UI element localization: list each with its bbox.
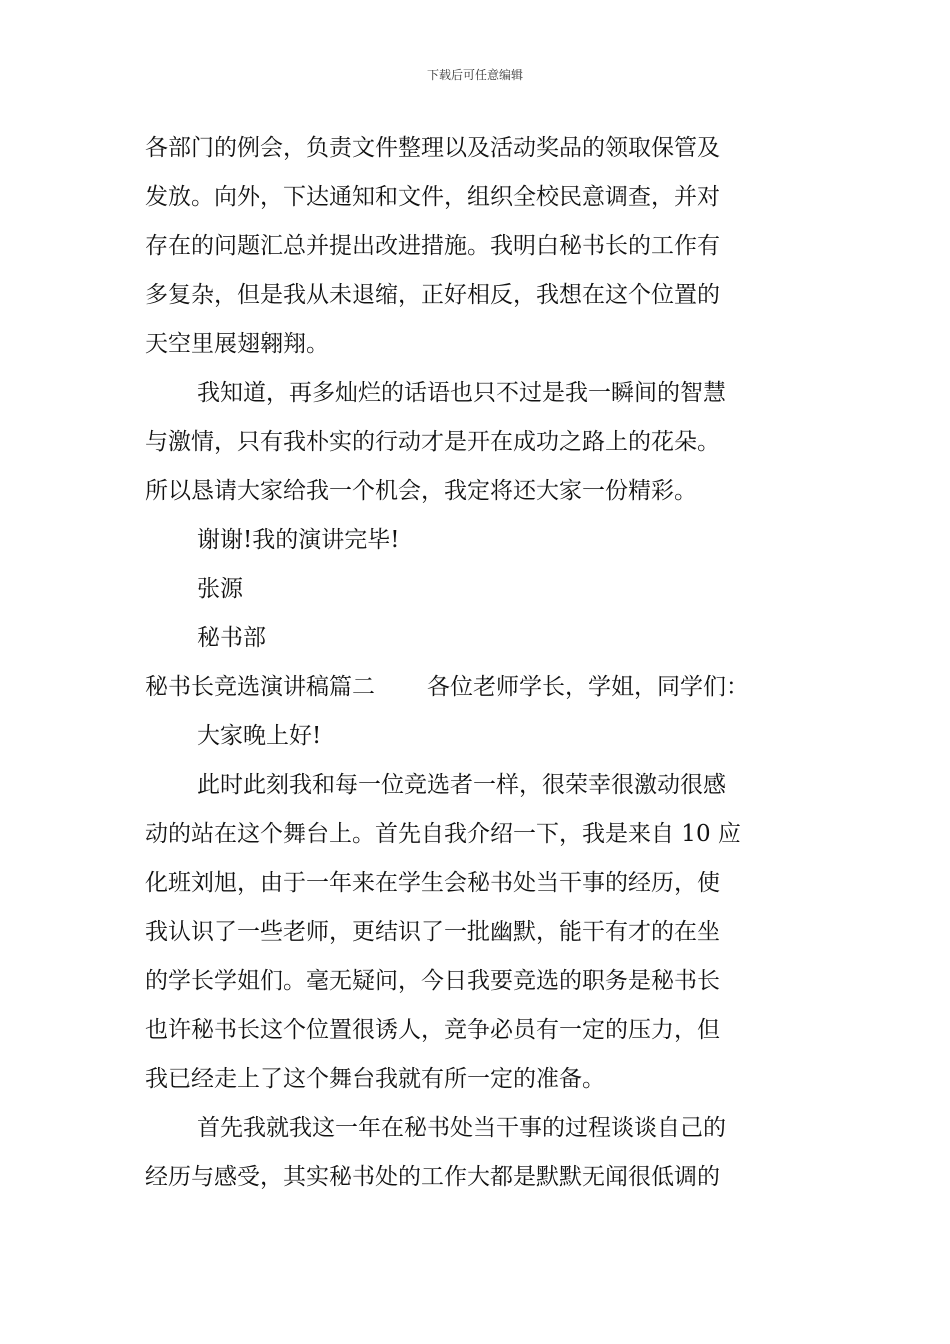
page-header-note: 下载后可任意编辑 [426, 68, 523, 82]
text-line: 与激情，只有我朴实的行动才是开在成功之路上的花朵。 [145, 429, 720, 455]
closing-thanks: 谢谢!我的演讲完毕! [197, 527, 400, 553]
document-body [145, 124, 815, 1202]
text-line: 化班刘旭，由于一年来在学生会秘书处当干事的经历，使 [145, 870, 720, 896]
text-line: 多复杂，但是我从未退缩，正好相反，我想在这个位置的 [145, 282, 720, 308]
text-line: 各部门的例会，负责文件整理以及活动奖品的领取保管及 [145, 135, 720, 161]
paragraph-first-line: 此时此刻我和每一位竞选者一样，很荣幸很激动很感 [197, 772, 726, 798]
salutation: 各位老师学长，学姐，同学们： [427, 674, 749, 700]
text-line: 的学长学姐们。毫无疑问，今日我要竞选的职务是秘书长 [145, 968, 720, 994]
text-line: 经历与感受，其实秘书处的工作大都是默默无闻很低调的 [145, 1164, 720, 1190]
text-line: 我已经走上了这个舞台我就有所一定的准备。 [145, 1066, 605, 1092]
section-title: 秘书长竞选演讲稿篇二 [145, 674, 375, 700]
paragraph-first-line: 首先我就我这一年在秘书处当干事的过程谈谈自己的 [197, 1115, 726, 1141]
text-line: 存在的问题汇总并提出改进措施。我明白秘书长的工作有 [145, 233, 720, 259]
signature-department: 秘书部 [197, 625, 266, 651]
text-line: 我认识了一些老师，更结识了一批幽默，能干有才的在坐 [145, 919, 720, 945]
paragraph-first-line: 我知道，再多灿烂的话语也只不过是我一瞬间的智慧 [197, 380, 726, 406]
text-line: 动的站在这个舞台上。首先自我介绍一下，我是来自 10 应 [145, 821, 741, 847]
text-line: 发放。向外，下达通知和文件，组织全校民意调查，并对 [145, 184, 720, 210]
text-line: 也许秘书长这个位置很诱人，竞争必员有一定的压力，但 [145, 1017, 720, 1043]
greeting: 大家晚上好! [197, 723, 322, 749]
text-line: 所以恳请大家给我一个机会，我定将还大家一份精彩。 [145, 478, 697, 504]
signature-name: 张源 [197, 576, 243, 602]
section-title-line [145, 663, 815, 712]
text-line: 天空里展翅翱翔。 [145, 331, 329, 357]
